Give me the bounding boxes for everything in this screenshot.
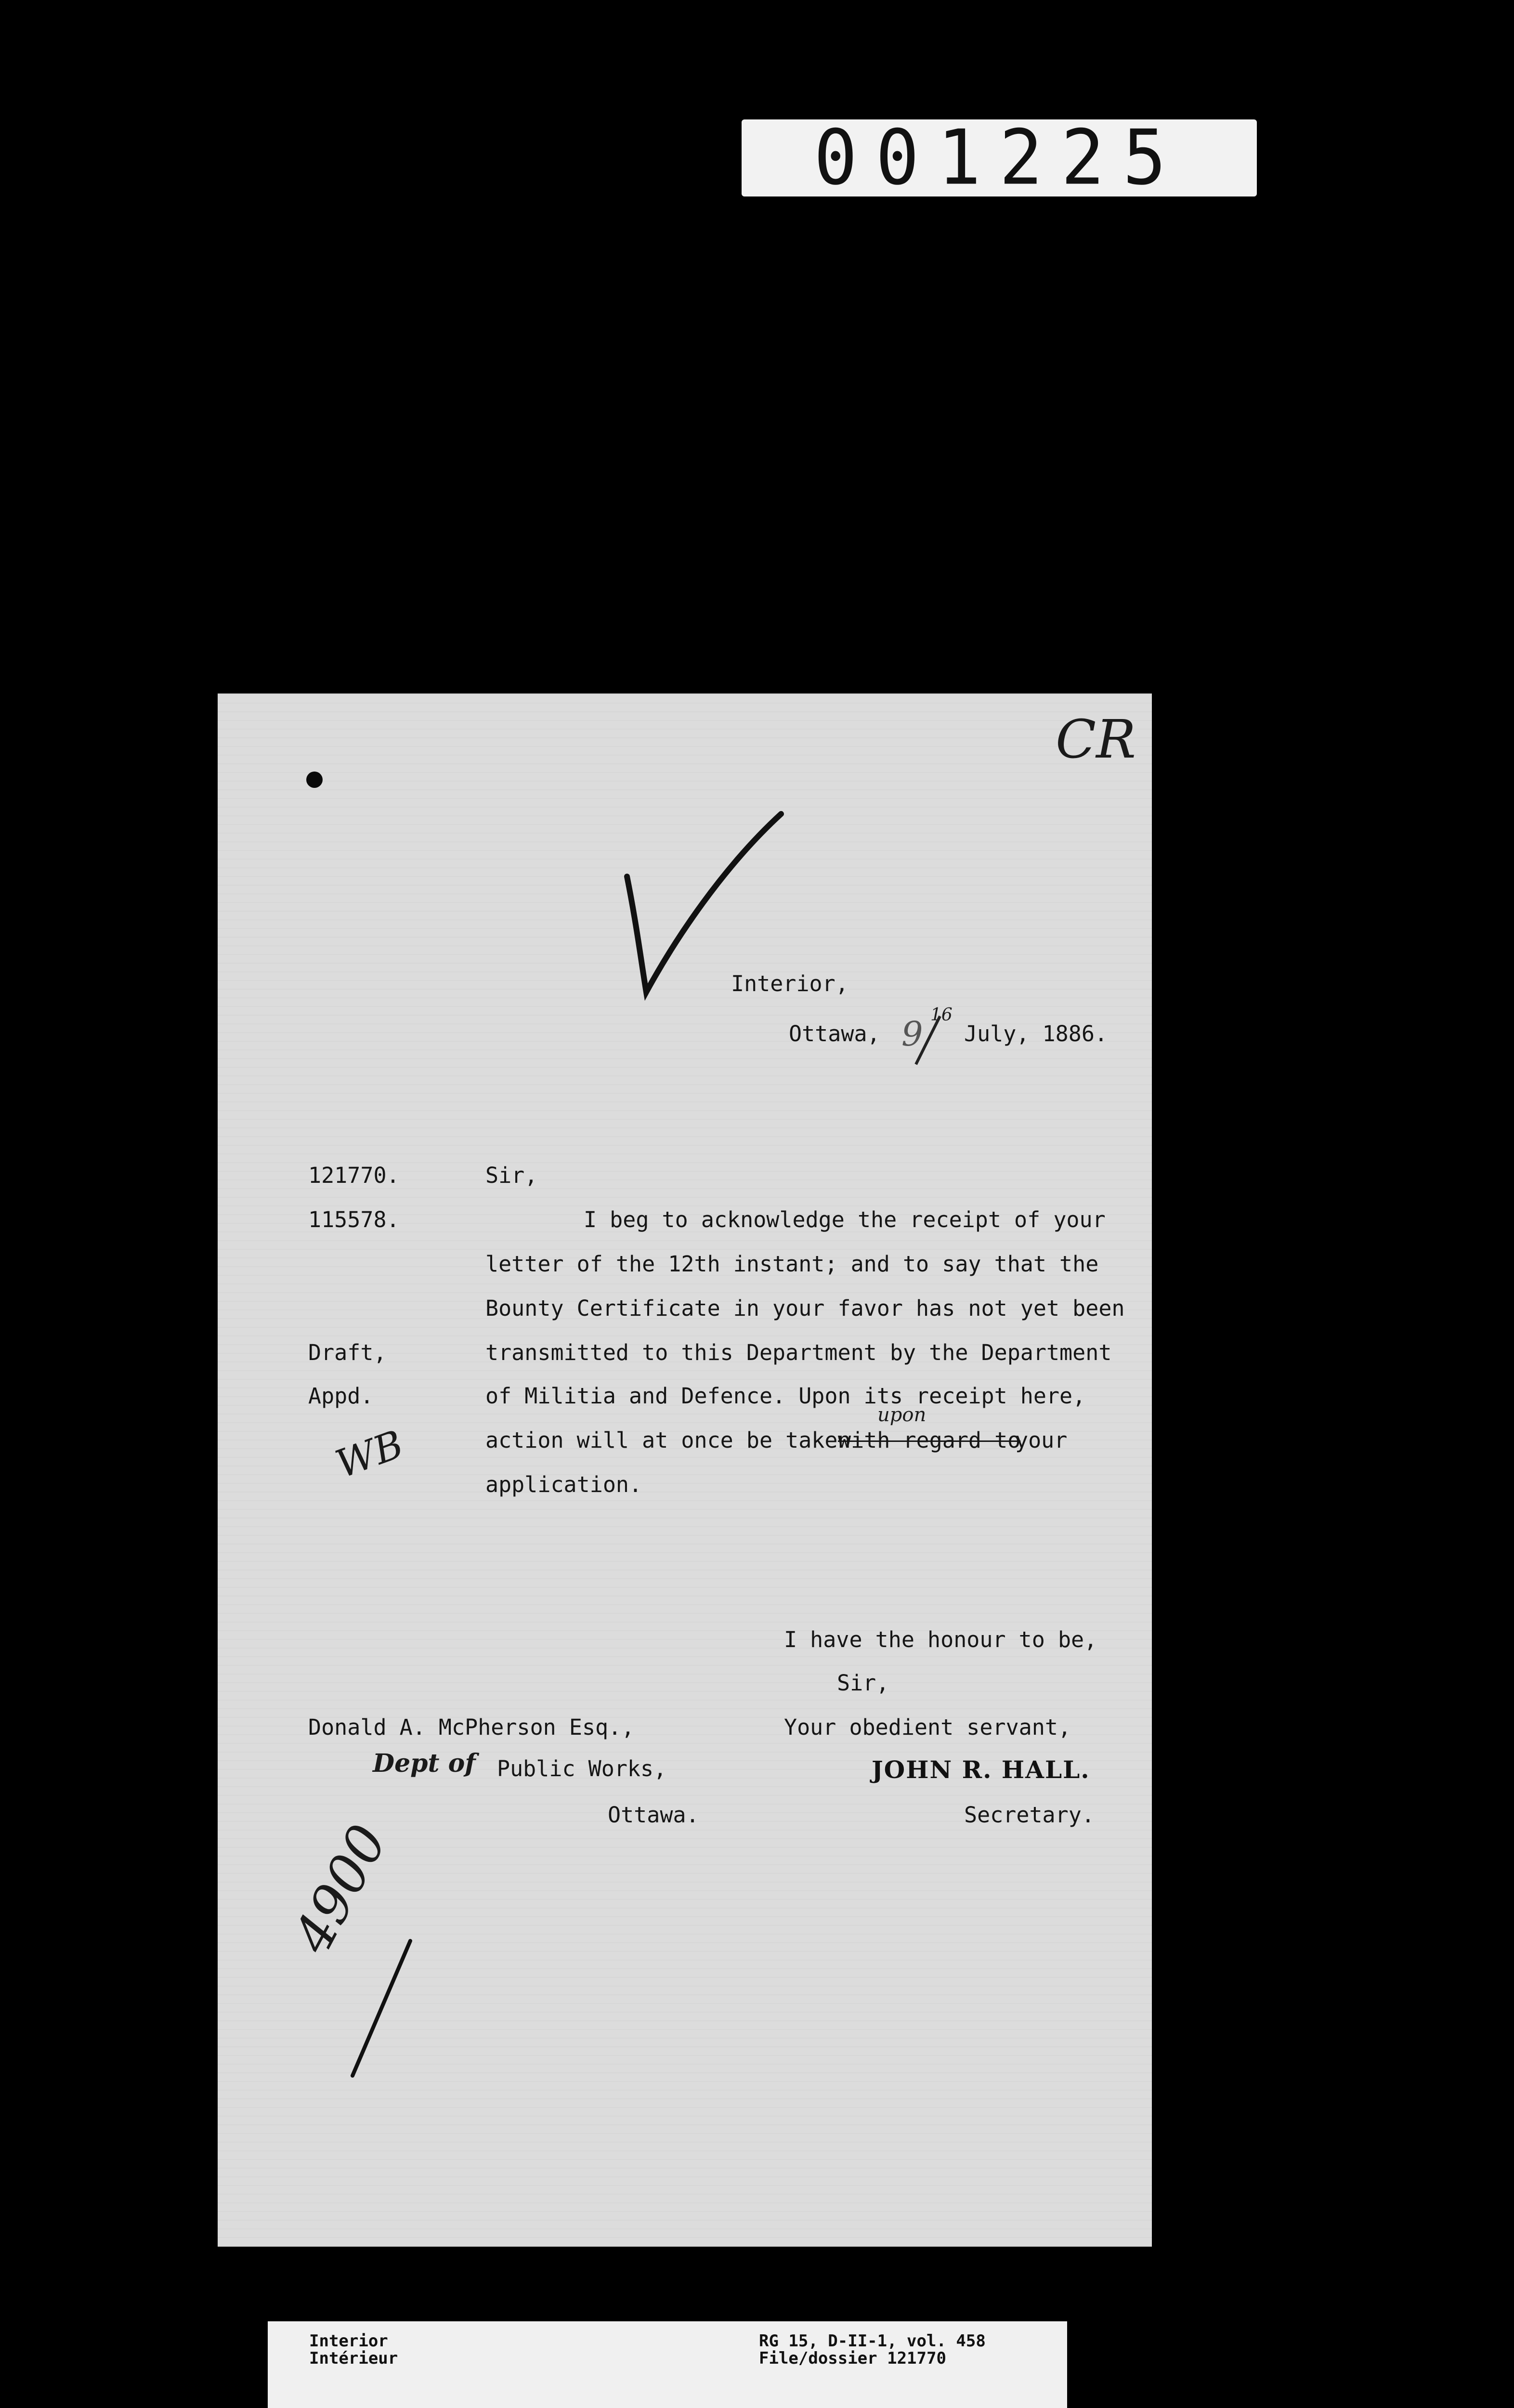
signature: JOHN R. HALL.	[872, 1755, 1090, 1784]
date: July, 1886.	[964, 1021, 1108, 1047]
frame-number: 001225	[814, 114, 1185, 202]
date-day-struck: 9	[901, 1014, 923, 1054]
archive-reference-label	[268, 2321, 1067, 2408]
archive-label-record-group: RG 15, D-II-1, vol. 458	[759, 2331, 986, 2351]
file-note-slash-icon	[343, 1936, 420, 2081]
margin-draft: Draft,	[308, 1340, 387, 1365]
addressee-dept-handwritten: Dept of	[373, 1749, 476, 1778]
body-line: transmitted to this Department by the Department	[485, 1340, 1112, 1365]
body-line: application.	[485, 1472, 642, 1497]
closing-line: Sir,	[837, 1670, 889, 1696]
archive-label-file: File/dossier 121770	[759, 2349, 946, 2368]
archive-label-dept: Interior	[309, 2331, 388, 2351]
signatory-title: Secretary.	[964, 1802, 1095, 1828]
reference-number-1: 121770.	[308, 1163, 400, 1188]
file-note: 4900	[281, 1815, 399, 1963]
date-strike-icon	[901, 1011, 959, 1069]
body-line: of Militia and Defence. Upon its receipt here,	[485, 1383, 1086, 1409]
place: Ottawa,	[789, 1021, 880, 1047]
body-insertion: upon	[877, 1404, 927, 1426]
salutation: Sir,	[485, 1163, 538, 1188]
archive-label-dept-fr: Intérieur	[309, 2349, 398, 2368]
letter-page	[218, 694, 1152, 2247]
reference-number-2: 115578.	[308, 1207, 400, 1232]
margin-initials: WB	[330, 1421, 409, 1487]
body-line: letter of the 12th instant; and to say that the	[485, 1251, 1099, 1277]
body-line: your	[1015, 1427, 1068, 1453]
dept-heading: Interior,	[731, 971, 848, 996]
body-struck-text: with regard to	[838, 1427, 1021, 1453]
margin-appd: Appd.	[308, 1383, 374, 1409]
closing-line: Your obedient servant,	[784, 1714, 1071, 1740]
body-line: action will at once be taken	[485, 1427, 851, 1453]
corner-initials: CR	[1056, 708, 1136, 770]
closing-line: I have the honour to be,	[784, 1627, 1097, 1652]
addressee-name: Donald A. McPherson Esq.,	[308, 1714, 635, 1740]
addressee-city: Ottawa.	[608, 1802, 699, 1828]
addressee-dept: Public Works,	[497, 1756, 667, 1781]
body-line: I beg to acknowledge the receipt of your	[584, 1207, 1106, 1232]
frame-number-box	[742, 114, 1257, 202]
date-day-inserted: 16	[930, 1005, 953, 1025]
body-line: Bounty Certificate in your favor has not yet been	[485, 1296, 1125, 1321]
punch-hole	[306, 772, 323, 788]
